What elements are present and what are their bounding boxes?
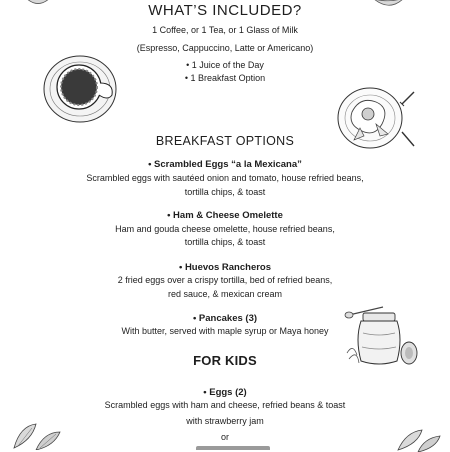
menu-item-description: Ham and gouda cheese omelette, house refried beans, (115, 224, 335, 234)
cut-off-text-fragment (196, 446, 270, 450)
menu-item-description: tortilla chips, & toast (184, 237, 266, 247)
kids-item-description: with strawberry jam (186, 416, 264, 426)
menu-item-name: • Scrambled Eggs “a la Mexicana” (148, 159, 302, 170)
menu-item-name: • Huevos Rancheros (178, 262, 272, 273)
included-coffee-types: (Espresso, Cappuccino, Latte or Americano) (136, 43, 314, 53)
leaf-illustration (394, 428, 444, 452)
kids-item-description: Scrambled eggs with ham and cheese, refried beans & toast (104, 400, 346, 410)
menu-item-description: Scrambled eggs with sautéed onion and tomato, house refried beans, (86, 173, 364, 183)
menu-item-name: • Ham & Cheese Omelette (167, 210, 283, 221)
menu-item-name: • Pancakes (3) (192, 313, 258, 324)
included-breakfast: • 1 Breakfast Option (184, 73, 266, 83)
menu-item-description: red sauce, & mexican cream (167, 289, 283, 299)
coffee-cup-illustration (42, 47, 122, 127)
breakfast-title: BREAKFAST OPTIONS (155, 134, 295, 148)
menu-item-description: tortilla chips, & toast (184, 187, 266, 197)
menu-item-description: 2 fried eggs over a crispy tortilla, bed of refried beans, (117, 275, 333, 285)
included-juice: • 1 Juice of the Day (186, 60, 264, 70)
kids-title: FOR KIDS (193, 353, 257, 368)
menu-item-description: With butter, served with maple syrup or Maya honey (121, 326, 329, 336)
included-title: WHAT’S INCLUDED? (148, 2, 302, 19)
kids-item-name: • Eggs (2) (203, 387, 247, 398)
kids-or-separator: or (220, 432, 229, 442)
leaf-illustration (10, 420, 70, 450)
included-drinks: 1 Coffee, or 1 Tea, or 1 Glass of Milk (152, 25, 298, 35)
